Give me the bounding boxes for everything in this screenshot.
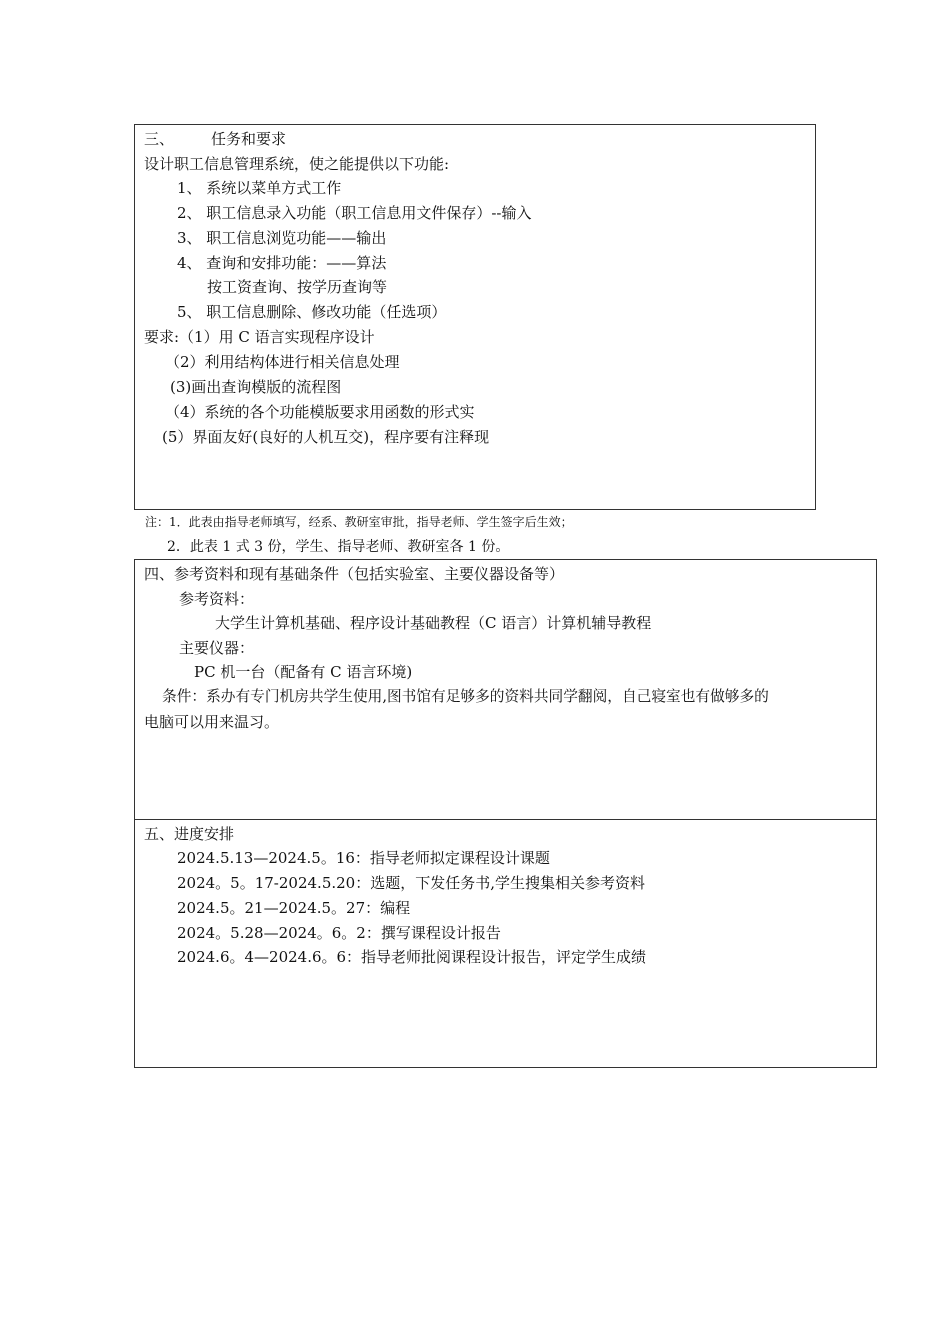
function-item-4: 4、 查询和安排功能：——算法 bbox=[177, 254, 387, 272]
schedule-item-5: 2024.6。4—2024.6。6：指导老师批阅课程设计报告，评定学生成绩 bbox=[177, 948, 647, 966]
schedule-item-1: 2024.5.13—2024.5。16：指导老师拟定课程设计课题 bbox=[177, 849, 550, 867]
requirement-2: （2）利用结构体进行相关信息处理 bbox=[165, 353, 400, 371]
section3-number: 三、 bbox=[144, 130, 175, 148]
instruments-label: 主要仪器： bbox=[179, 639, 255, 657]
note-1: 注：1．此表由指导老师填写，经系、教研室审批，指导老师、学生签字后生效； bbox=[145, 515, 573, 529]
conditions-line-2: 电脑可以用来温习。 bbox=[144, 713, 280, 731]
section3-title: 任务和要求 bbox=[211, 130, 287, 148]
requirement-4: （4）系统的各个功能模版要求用函数的形式实 bbox=[165, 403, 475, 421]
references-text: 大学生计算机基础、程序设计基础教程（C 语言）计算机辅导教程 bbox=[215, 614, 652, 632]
section3-intro: 设计职工信息管理系统，使之能提供以下功能: bbox=[144, 155, 450, 173]
section5-title: 五、进度安排 bbox=[144, 825, 235, 843]
requirement-5: (5）界面友好(良好的人机互交)，程序要有注释现 bbox=[162, 428, 490, 446]
schedule-item-4: 2024。5.28—2024。6。2：撰写课程设计报告 bbox=[177, 924, 501, 942]
schedule-item-3: 2024.5。21—2024.5。27：编程 bbox=[177, 899, 411, 917]
function-item-3: 3、 职工信息浏览功能——输出 bbox=[177, 229, 387, 247]
schedule-item-2: 2024。5。17-2024.5.20：选题，下发任务书,学生搜集相关参考资料 bbox=[177, 874, 645, 892]
requirement-1: 要求:（1）用 C 语言实现程序设计 bbox=[144, 328, 375, 346]
conditions-line-1: 条件：系办有专门机房共学生使用,图书馆有足够多的资料共同学翻阅，自己寝室也有做够多的 bbox=[162, 688, 769, 705]
function-item-4-sub: 按工资查询、按学历查询等 bbox=[207, 278, 388, 296]
instruments-text: PC 机一台（配备有 C 语言环境) bbox=[194, 663, 413, 681]
references-label: 参考资料： bbox=[179, 590, 255, 608]
function-item-2: 2、 职工信息录入功能（职工信息用文件保存）--输入 bbox=[177, 204, 532, 222]
function-item-1: 1、 系统以菜单方式工作 bbox=[177, 179, 342, 197]
section4-title: 四、参考资料和现有基础条件（包括实验室、主要仪器设备等） bbox=[144, 565, 565, 583]
function-item-5: 5、 职工信息删除、修改功能（任选项） bbox=[177, 303, 447, 321]
requirement-3: (3)画出查询模版的流程图 bbox=[170, 378, 342, 396]
note-2: 2．此表 1 式 3 份，学生、指导老师、教研室各 1 份。 bbox=[167, 539, 510, 555]
